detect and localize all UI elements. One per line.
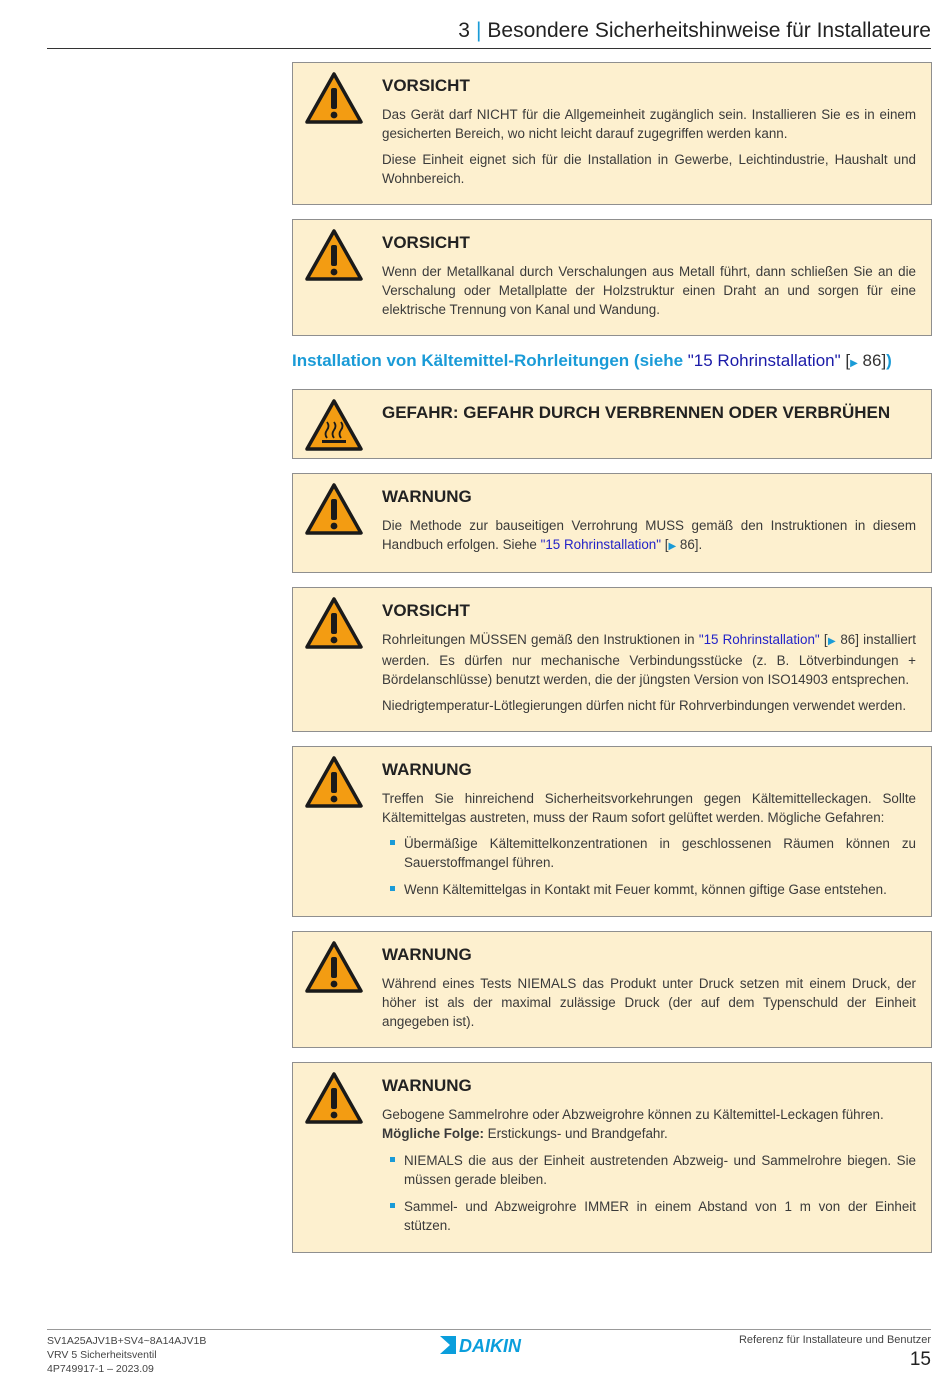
list-item-text: NIEMALS die aus der Einheit austretenden Abzweig- und Sammelrohre biegen. Sie müssen gerade bleiben. [404, 1153, 916, 1187]
para-text: Rohrleitungen MÜSSEN gemäß den Instruktionen in [382, 632, 699, 647]
box-paragraph: Wenn der Metallkanal durch Verschalungen aus Metall führt, dann schließen Sie an die Verschalung oder Metallplatte der Holzstruktur einen Draht an und sorgen für eine elektrische Trennung von Kanal und Wandung. [382, 264, 916, 317]
box-paragraph [382, 1105, 916, 1143]
chapter-number: 3 [458, 19, 470, 42]
warning-triangle-icon [304, 1071, 364, 1125]
warning-box-4 [292, 1062, 932, 1253]
warning-triangle-icon [304, 940, 364, 994]
warning-box-3 [292, 931, 932, 1048]
list-item [382, 880, 916, 899]
section-link[interactable]: "15 Rohrinstallation" [687, 351, 841, 370]
bullet-list [382, 834, 916, 899]
para-text: Gebogene Sammelrohre oder Abzweigrohre können zu Kältemittel-Leckagen führen. [382, 1107, 884, 1122]
page-ref-open: [ [819, 632, 828, 647]
footer-doc-info [47, 1334, 206, 1376]
footer-model: SV1A25AJV1B+SV4~8A14AJV1B [47, 1335, 207, 1347]
box-title: GEFAHR: GEFAHR DURCH VERBRENNEN ODER VERBRÜHEN [382, 403, 891, 422]
bullet-icon [390, 886, 395, 891]
list-item-text: Sammel- und Abzweigrohre IMMER in einem Abstand von 1 m von der Einheit stützen. [404, 1199, 916, 1233]
box-paragraph [382, 516, 916, 556]
caution-box-1 [292, 62, 932, 205]
warning-triangle-icon [304, 228, 364, 282]
page-ref: 86] [857, 351, 887, 370]
warning-triangle-icon [304, 596, 364, 650]
bullet-icon [390, 1157, 395, 1162]
warning-triangle-icon [304, 755, 364, 809]
page-arrow-icon: ▶ [850, 358, 858, 369]
list-item [382, 834, 916, 872]
bullet-icon [390, 1203, 395, 1208]
rohrinstallation-link[interactable]: "15 Rohrinstallation" [540, 537, 661, 552]
box-paragraph: Das Gerät darf NICHT für die Allgemeinheit zugänglich sein. Installieren Sie es in einem gesicherten Bereich, wo nicht leicht darauf zugegriffen werden kann. [382, 107, 916, 141]
footer-doc-number: 4P749917-1 – 2023.09 [47, 1363, 154, 1375]
box-title: WARNUNG [382, 945, 472, 964]
caution-box-3 [292, 587, 932, 732]
chapter-title: Besondere Sicherheitshinweise für Installateure [487, 19, 931, 42]
para-text: 86] installiert werden. Es dürfen nur mechanische Verbindungsstücke (z. B. Lötverbindungen + Bördelanschlüsse) benutzt werden, die der jüngsten Version von ISO14903 entsprechen. [382, 632, 916, 687]
section-heading-close: ) [886, 351, 892, 370]
section-heading [292, 350, 932, 375]
list-item-text: Übermäßige Kältemittelkonzentrationen in geschlossenen Räumen können zu Sauerstoffmangel führen. [404, 836, 916, 870]
bullet-icon [390, 840, 395, 845]
box-paragraph [382, 630, 916, 689]
para-text: 86]. [676, 537, 703, 552]
warning-triangle-icon [304, 482, 364, 536]
box-paragraph: Treffen Sie hinreichend Sicherheitsvorkehrungen gegen Kältemittelleckagen. Sollte Kältemittelgas austreten, muss der Raum sofort gelüftet werden. Mögliche Gefahren: [382, 791, 916, 825]
caution-box-2 [292, 219, 932, 336]
box-title: VORSICHT [382, 601, 470, 620]
hot-surface-icon [304, 398, 364, 452]
page-number: 15 [909, 1349, 931, 1370]
box-paragraph: Diese Einheit eignet sich für die Installation in Gewerbe, Leichtindustrie, Haushalt und Wohnbereich. [382, 152, 916, 186]
page-arrow-icon: ▶ [668, 541, 677, 552]
footer-product: VRV 5 Sicherheitsventil [47, 1349, 157, 1361]
box-title: WARNUNG [382, 1076, 472, 1095]
main-content [292, 62, 932, 1267]
footer-divider [47, 1329, 931, 1330]
bullet-list [382, 1151, 916, 1235]
consequence-text: Erstickungs- und Brandgefahr. [483, 1126, 668, 1141]
box-title: WARNUNG [382, 760, 472, 779]
box-title: WARNUNG [382, 487, 472, 506]
list-item [382, 1151, 916, 1189]
footer-reference: Referenz für Installateure und Benutzer [738, 1334, 931, 1346]
box-paragraph: Während eines Tests NIEMALS das Produkt unter Druck setzen mit einem Druck, der höher ist als der maximal zulässige Druck (der auf dem Typenschuld der Einheit angegeben ist). [382, 976, 916, 1029]
logo-text: DAIKIN [459, 1336, 521, 1356]
warning-box-1 [292, 473, 932, 573]
danger-box [292, 389, 932, 459]
box-title: VORSICHT [382, 233, 470, 252]
warning-box-2 [292, 746, 932, 917]
header-separator: | [475, 19, 482, 42]
warning-triangle-icon [304, 71, 364, 125]
page-ref-open: [ [661, 537, 669, 552]
page-ref-open: [ [840, 351, 851, 370]
consequence-label: Mögliche Folge: [382, 1126, 484, 1141]
box-paragraph: Niedrigtemperatur-Lötlegierungen dürfen nicht für Rohrverbindungen verwendet werden. [382, 698, 907, 713]
rohrinstallation-link[interactable]: "15 Rohrinstallation" [698, 632, 820, 647]
page-header [47, 16, 931, 49]
page-arrow-icon: ▶ [827, 636, 837, 647]
daikin-logo [438, 1334, 542, 1356]
box-title: VORSICHT [382, 76, 470, 95]
section-heading-text: Installation von Kältemittel-Rohrleitungen (siehe [292, 351, 688, 370]
para-text: Die Methode zur bauseitigen Verrohrung MUSS gemäß den Instruktionen in diesem Handbuch erfolgen. Siehe [382, 518, 916, 552]
list-item [382, 1197, 916, 1235]
list-item-text: Wenn Kältemittelgas in Kontakt mit Feuer kommt, können giftige Gase entstehen. [404, 882, 887, 897]
